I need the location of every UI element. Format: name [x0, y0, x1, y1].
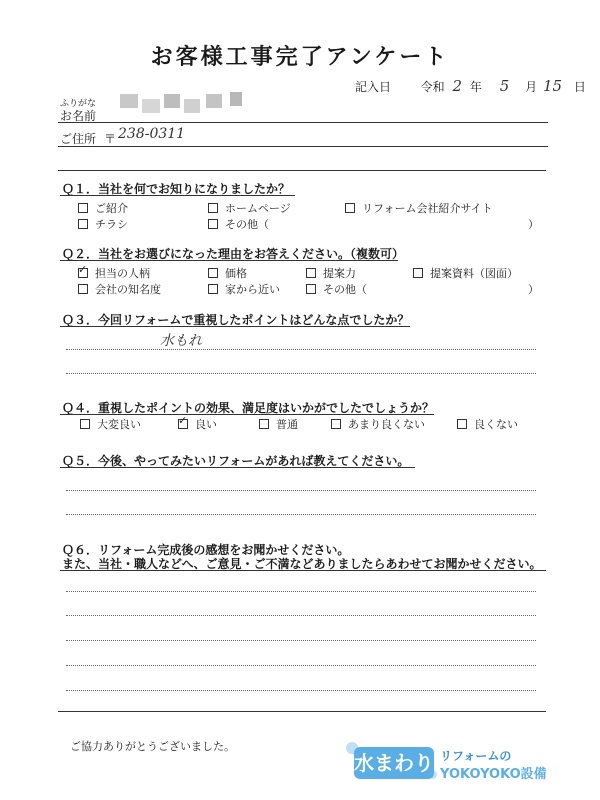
checkbox[interactable]	[78, 203, 88, 213]
q2-option-other[interactable]: その他（	[306, 281, 367, 297]
answer-line	[66, 514, 536, 515]
address-label: ご住所	[60, 132, 97, 146]
checkbox[interactable]	[345, 203, 355, 213]
answer-line	[66, 490, 536, 491]
furigana-label: ふりがな	[60, 99, 97, 109]
address-underline	[58, 146, 548, 147]
q4-option-good[interactable]: ✓ 良い	[178, 416, 217, 432]
name-label: お名前	[60, 109, 97, 123]
name-underline	[58, 122, 548, 123]
answer-line	[66, 615, 536, 616]
q3-title: Ｑ３．今回リフォームで重視したポイントはどんな点でしたか？	[62, 313, 410, 327]
q2-option-price[interactable]: 価格	[208, 265, 247, 281]
q4-title: Ｑ４．重視したポイントの効果、満足度はいかがでしたでしょうか？	[62, 401, 435, 415]
answer-line	[66, 690, 536, 691]
q1-option-other[interactable]: その他（	[208, 216, 269, 232]
postal-mark: 〒	[104, 132, 117, 146]
checkbox[interactable]	[80, 419, 90, 429]
q1-other-close: ）	[528, 218, 539, 231]
checkbox[interactable]	[413, 268, 423, 278]
q1-option-reform-site[interactable]: リフォーム会社紹介サイト	[345, 200, 493, 216]
checkbox[interactable]	[78, 219, 88, 229]
checkbox-checked[interactable]	[78, 268, 88, 278]
checkbox-checked[interactable]	[178, 419, 188, 429]
date-month-unit: 月	[525, 80, 538, 94]
q1-title: Ｑ１．当社を何でお知りになりましたか？	[62, 182, 291, 196]
q6-underline	[60, 570, 546, 571]
q4-option-very-good[interactable]: 大変良い	[80, 416, 141, 432]
checkbox[interactable]	[208, 219, 218, 229]
checkbox[interactable]	[208, 268, 218, 278]
answer-line	[66, 665, 536, 666]
q2-underline	[60, 260, 398, 261]
date-year: 2	[452, 77, 463, 95]
logo-tagline: リフォームの	[440, 749, 512, 763]
answer-line	[66, 349, 536, 350]
answer-line	[66, 591, 536, 592]
q4-option-average[interactable]: 普通	[259, 416, 298, 432]
company-logo: 水まわり	[354, 747, 434, 779]
date-day: 15	[542, 77, 563, 95]
date-label: 記入日	[355, 80, 392, 94]
date-era: 令和	[420, 80, 445, 94]
q1-option-homepage[interactable]: ホームページ	[208, 200, 291, 216]
q5-title: Ｑ５．今後、やってみたいリフォームがあれば教えてください。	[62, 454, 410, 468]
checkbox[interactable]	[457, 419, 467, 429]
q3-underline	[60, 326, 410, 327]
q6-title: Ｑ６．リフォーム完成後の感想をお聞かせください。	[62, 543, 350, 557]
q2-option-materials[interactable]: 提案資料（図面）	[413, 265, 518, 281]
q2-option-nearby[interactable]: 家から近い	[208, 281, 280, 297]
frame-bottom-line	[58, 711, 546, 712]
checkbox[interactable]	[208, 284, 218, 294]
date-year-unit: 年	[469, 80, 482, 94]
q6-subtitle: また、当社・職人などへ、ご意見・ご不満などありましたらあわせてお聞かせください。	[62, 557, 542, 571]
checkbox[interactable]	[259, 419, 269, 429]
q5-underline	[60, 467, 415, 468]
checkbox[interactable]	[331, 419, 341, 429]
page-title: お客様工事完了アンケート	[150, 45, 450, 70]
thanks-message: ご協力ありがとうございました。	[70, 740, 235, 753]
q1-underline	[60, 195, 295, 196]
q2-other-close: ）	[528, 283, 539, 296]
q1-option-referral[interactable]: ご紹介	[78, 200, 128, 216]
answer-line	[66, 373, 536, 374]
q4-option-not-very-good[interactable]: あまり良くない	[331, 416, 425, 432]
checkbox[interactable]	[78, 284, 88, 294]
q1-option-flyer[interactable]: チラシ	[78, 216, 128, 232]
name-blurred-value	[120, 90, 250, 116]
logo-company-name: YOKOYOKO設備	[440, 767, 547, 782]
q2-title: Ｑ２．当社をお選びになった理由をお答えください。（複数可）	[62, 247, 405, 261]
checkbox[interactable]	[306, 284, 316, 294]
q3-answer: 水もれ	[160, 333, 202, 349]
q2-option-staff[interactable]: ✓担当の人柄	[78, 265, 150, 281]
checkbox[interactable]	[306, 268, 316, 278]
date-day-unit: 日	[573, 80, 586, 94]
q4-underline	[60, 414, 434, 415]
date-month: 5	[499, 77, 510, 95]
q2-option-proposal[interactable]: 提案力	[306, 265, 356, 281]
q4-option-not-good[interactable]: 良くない	[457, 416, 518, 432]
q2-option-reputation[interactable]: 会社の知名度	[78, 281, 161, 297]
checkbox[interactable]	[208, 203, 218, 213]
answer-line	[66, 640, 536, 641]
frame-top-line	[58, 170, 546, 171]
date-row	[355, 77, 586, 95]
postal-code: 238-0311	[118, 126, 186, 142]
